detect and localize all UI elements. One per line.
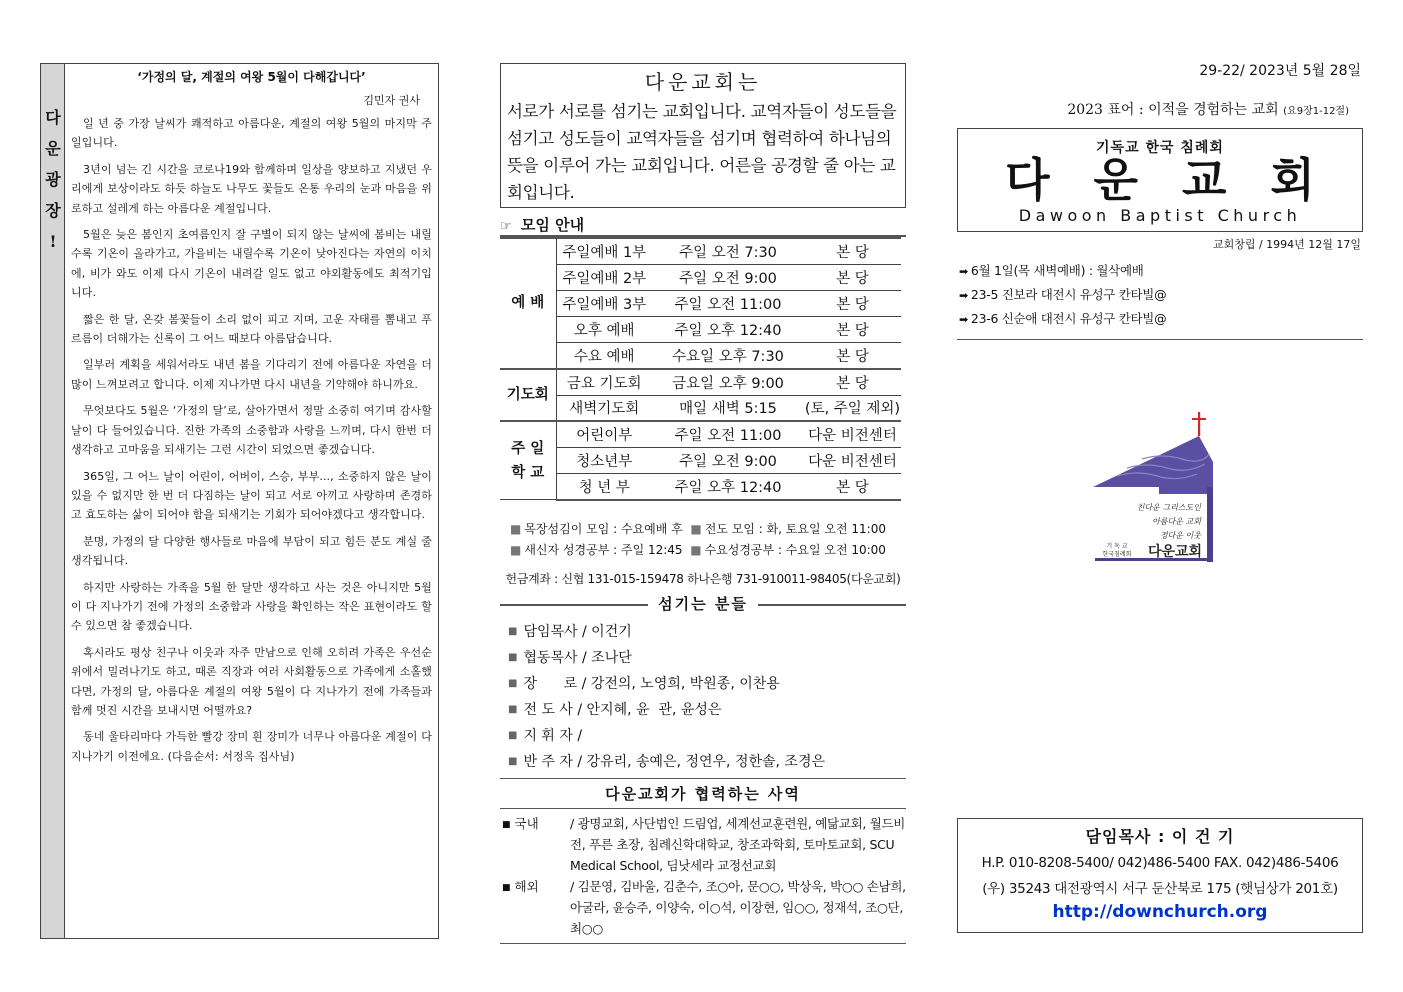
essay-paragraph: 5월은 늦은 봄인지 초여름인지 잘 구별이 되지 않는 날씨에 봄비는 내릴수록 기온이 올라가고, 가을비는 내릴수록 기온이 낮아진다는 자연의 이치에, 비가 와도 이제 다시 기온이 내려갈 일도 없고 야외활동에도 최적기입니다. [71,228,432,300]
table-row [500,421,901,447]
column-essay [40,63,439,939]
cooperation-domestic [502,813,906,876]
schedule-name: 오후 예배 [556,317,652,343]
logo-denom: 기 독 교 [1106,543,1128,550]
square-bullet-icon: ■ [508,625,518,637]
category-worship: 예 배 [500,238,556,369]
schedule-time: 매일 새벽 5:15 [652,395,804,421]
category-line: 주 일 [511,440,545,457]
logo-name: 다운교회 [1147,544,1203,560]
table-row [500,264,901,290]
schedule-name: 수요 예배 [556,343,652,369]
list-item: ■ 지 휘 자 / [508,727,583,744]
church-name-box [957,128,1363,232]
schedule-name: 청소년부 [556,448,652,474]
arrow-right-icon: ➡ [959,313,968,326]
logo-line: 정다운 이웃 [1159,531,1201,540]
schedule-place: 본 당 [804,238,901,264]
founded-date: 교회창립 / 1994년 12월 17일 [1212,238,1361,251]
list-item: ■ 전 도 사 / 안지혜, 윤 관, 윤성은 [508,701,722,718]
meeting-notes [500,519,906,561]
essay-paragraph: 3년이 넘는 긴 시간을 코로나19와 함께하며 일상을 양보하고 지냈던 우리에게 보상이라도 하듯 하늘도 나무도 꽃들도 온통 우리의 눈과 마음을 위로하고 설레게 하는 아름다운 계절입니다. [71,162,432,215]
overseas-label: 해외 [514,878,539,894]
vertical-char: 광 [45,170,61,189]
column-info [500,63,906,944]
yearly-motto [957,99,1363,119]
servers-list [500,619,906,775]
list-item: ■ 담임목사 / 이건기 [508,623,632,640]
divider [957,339,1363,340]
vertical-char: 운 [45,139,61,158]
essay-paragraph: 하지만 사랑하는 가족을 5월 한 달만 생각하고 사는 것은 아니지만 5월이 다 지나가기 전에 가정의 소중함과 사랑을 확인하는 작은 표현이라도 할 수 있으면 참 좋겠습니다. [71,580,432,633]
column-masthead [957,55,1363,340]
overseas-list: / 김문영, 김바울, 김춘수, 조○아, 문○○, 박상욱, 박○○ 손남희, 아굴라, 윤승주, 이양숙, 이○석, 이장현, 임○○, 정재석, 조○단, 최○○ [570,878,906,936]
essay-paragraph: 365일, 그 어느 날이 어린이, 어버이, 스승, 부부..., 소중하지 않은 날이 있을 수 없지만 한 번 더 다짐하는 날이 되고 서로 아끼고 사랑하며 존경하고 효도하는 삶이 되어야 함을 되새기는 기회가 되어야겠다고 생각합니다. [71,469,432,522]
cooperation-overseas [502,876,906,939]
pointing-hand-icon: ☞ [500,219,512,234]
domestic-list: / 광명교회, 사단법인 드림업, 세계선교훈련원, 예닮교회, 월드비전, 푸른 초장, 침례신학대학교, 창조과학회, 토마토교회, SCU Medical School, 딤낫세라 교정선교회 [570,815,906,873]
denomination: 기독교 한국 침례회 [1096,140,1224,156]
square-bullet-icon: ■ [510,542,522,557]
motto-reference: (요9장1-12절) [1283,106,1349,117]
pastor-name: 담임목사 : 이 건 기 [1085,827,1235,846]
vertical-char: ! [49,232,57,251]
table-row [500,474,901,500]
list-item: ➡ 23-6 신순애 대전시 유성구 칸타빌@ [959,311,1167,326]
list-item: ➡ 23-5 진보라 대전시 유성구 칸타빌@ [959,287,1167,302]
essay-paragraph: 짧은 한 달, 온갖 봄꽃들이 소리 없이 피고 지며, 고운 자태를 뽐내고 푸르름이 더해가는 신록이 그 어느 때보다 아름답습니다. [71,312,432,346]
square-bullet-icon: ■ [510,521,522,536]
logo-side [1207,487,1213,562]
square-bullet-icon: ■ [502,882,511,893]
schedule-name: 주일예배 3부 [556,290,652,316]
church-address: (우) 35243 대전광역시 서구 둔산북로 175 (햇님상가 201호) [982,881,1338,897]
cooperation-list [500,813,906,939]
note-text: 수요성경공부 : 수요일 오전 10:00 [704,542,886,557]
pastor-contact-box [957,818,1363,933]
square-bullet-icon: ■ [690,542,702,557]
essay-paragraph: 동네 울타리마다 가득한 빨강 장미 흰 장미가 너무나 아름다운 계절이 다 지나가기 이전에요. (다음순서: 서정옥 집사님) [71,730,432,763]
schedule-name: 청 년 부 [556,474,652,500]
schedule-name: 어린이부 [556,421,652,447]
schedule-name: 주일예배 1부 [556,238,652,264]
essay-paragraph: 혹시라도 평상 친구나 이웃과 자주 만남으로 인해 오히려 가족은 우선순위에서 밀려나기도 하고, 때론 직장과 여러 사회활동으로 가족에게 소홀했다면, 가정의 달, 아름다운 계절의 여왕 5월이 다 지나가기 전에 가족들과 함께 멋진 시간을 보내시면 어떨까요? [71,645,432,717]
schedule-name: 새벽기도회 [556,395,652,421]
schedule-time: 주일 오전 9:00 [652,264,804,290]
schedule-table [500,237,901,501]
church-name: 다운교회 [1005,153,1359,207]
intro-heading: 다운교회는 [644,70,762,94]
meetings-heading [500,215,906,237]
church-logo [1087,412,1217,582]
essay-paragraph: 분명, 가정의 달 다양한 행사들로 마음에 부담이 되고 힘든 분도 계실 줄 생각됩니다. [71,534,432,568]
note-text: 새신자 성경공부 : 주일 12:45 [524,542,683,557]
table-row [500,238,901,264]
schedule-place: 본 당 [804,290,901,316]
essay-author: 김민자 권사 [363,94,420,107]
essay-content [71,68,432,773]
schedule-name: 주일예배 2부 [556,264,652,290]
table-row [500,343,901,369]
list-item: ■ 반 주 자 / 강유리, 송예은, 정연우, 정한솔, 조경은 [508,753,826,770]
motto-text: 2023 표어 : 이적을 경험하는 교회 [1067,102,1279,118]
schedule-place: 본 당 [804,264,901,290]
cross-icon [1192,412,1206,436]
church-name-english: Dawoon Baptist Church [1018,206,1302,225]
table-row [500,448,901,474]
list-item: ■ 장 로 / 강전의, 노영희, 박원종, 이찬용 [508,675,780,692]
square-bullet-icon: ■ [508,729,518,741]
schedule-place: 본 당 [804,317,901,343]
table-row [500,369,901,395]
schedule-time: 주일 오전 9:00 [652,448,804,474]
schedule-time: 주일 오전 11:00 [652,290,804,316]
square-bullet-icon: ■ [508,755,518,767]
divider [500,943,906,944]
schedule-place: (토, 주일 제외) [804,395,901,421]
category-prayer: 기도회 [500,369,556,421]
website-link[interactable]: http://downchurch.org [1052,902,1268,922]
square-bullet-icon: ■ [502,819,511,830]
category-sunday-school [500,421,556,500]
category-line: 학 교 [511,464,545,481]
schedule-place: 본 당 [804,369,901,395]
phone-numbers: H.P. 010-8208-5400/ 042)486-5400 FAX. 042)486-5406 [981,855,1339,871]
meetings-heading-text: 모임 안내 [520,216,585,234]
square-bullet-icon: ■ [508,703,518,715]
schedule-place: 본 당 [804,474,901,500]
logo-line: 아름다운 교회 [1152,517,1201,526]
note-text: 목장섬김이 모임 : 수요예배 후 [524,521,683,536]
schedule-name: 금요 기도회 [556,369,652,395]
square-bullet-icon: ■ [508,677,518,689]
schedule-place: 다운 비전센터 [804,448,901,474]
offering-account: 헌금계좌 : 신협 131-015-159478 하나은행 731-910011-98405(다운교회) [505,571,901,586]
issue-date: 29-22/ 2023년 5월 28일 [1199,63,1361,79]
news-list [957,259,1363,331]
note-line [510,519,906,540]
table-row [500,317,901,343]
list-item: ■ 협동목사 / 조나단 [508,649,632,666]
arrow-right-icon: ➡ [959,289,968,302]
note-text: 전도 모임 : 화, 토요일 오전 11:00 [704,521,886,536]
schedule-time: 수요일 오후 7:30 [652,343,804,369]
list-item: ➡ 6월 1일(목 새벽예배) : 월삭예배 [959,263,1144,278]
table-row [500,290,901,316]
arrow-right-icon: ➡ [959,265,968,278]
schedule-time: 금요일 오후 9:00 [652,369,804,395]
vertical-label-bar [41,64,65,938]
servers-heading [500,593,906,615]
square-bullet-icon: ■ [508,651,518,663]
schedule-time: 주일 오후 12:40 [652,474,804,500]
vertical-label [41,102,65,257]
essay-paragraph: 무엇보다도 5월은 ‘가정의 달’로, 살아가면서 정말 소중히 여기며 감사할 날이 다 들어있습니다. 진한 가족의 소중함과 사랑을 느끼며, 다시 한번 더 생각하고 고마움을 되새기는 그런 시간이 되었으면 좋겠습니다. [71,404,432,457]
servers-heading-text: 섬기는 분들 [648,595,758,613]
vertical-char: 다 [45,108,61,127]
intro-body: 서로가 서로를 섬기는 교회입니다. 교역자들이 성도들을 섬기고 성도들이 교역자들을 섬기며 협력하여 하나님의 뜻을 이루어 가는 교회입니다. 어른을 공경할 줄 아는 교회입니다. [507,102,897,202]
logo-denom: 한국침례회 [1102,551,1132,558]
intro-box [500,63,906,208]
schedule-time: 주일 오후 12:40 [652,317,804,343]
logo-line: 친다운 그리스도인 [1136,503,1201,512]
schedule-time: 주일 오전 7:30 [652,238,804,264]
square-bullet-icon: ■ [690,521,702,536]
essay-title: ‘가정의 달, 계절의 여왕 5월이 다해갑니다’ [137,70,366,84]
schedule-place: 다운 비전센터 [804,421,901,447]
essay-paragraph: 일부러 계획을 세워서라도 내년 봄을 기다리기 전에 아름다운 자연을 더 많이 느껴보려고 합니다. 이제 지나가면 다시 내년을 기약해야 하니까요. [71,358,432,391]
note-line [510,540,906,561]
schedule-place: 본 당 [804,343,901,369]
schedule-time: 주일 오전 11:00 [652,421,804,447]
cooperation-heading: 다운교회가 협력하는 사역 [500,779,906,809]
essay-paragraph: 일 년 중 가장 날씨가 쾌적하고 아름다운, 계절의 여왕 5월의 마지막 주일입니다. [71,117,432,150]
vertical-char: 장 [45,201,61,220]
domestic-label: 국내 [514,815,539,831]
table-row [500,395,901,421]
